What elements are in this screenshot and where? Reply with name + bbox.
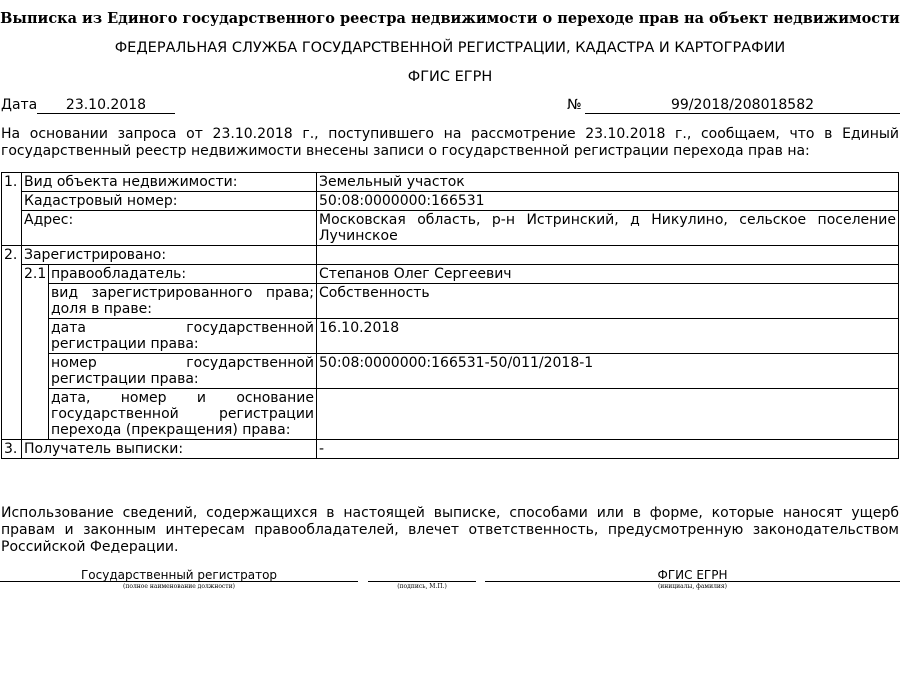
signature-line (368, 581, 476, 582)
number-value: 99/2018/208018582 (585, 97, 900, 114)
table-row (2, 265, 899, 284)
cadastral-number-label: Кадастровый номер: (22, 192, 317, 211)
signature-note: (подпись, М.П.) (397, 583, 447, 590)
liability-warning: Использование сведений, содержащихся в настоящей выписке, способами или в форме, которые наносят ущерб правам и законным интересам правообладателей, влечет ответственность, предусмотренную законодательством Российской Федерации. (1, 505, 899, 555)
system-name: ФГИС ЕГРН (407, 69, 493, 85)
registration-number-label: номер государственной регистрации права: (49, 354, 317, 389)
registration-number-value: 50:08:0000000:166531-50/011/2018-1 (317, 354, 899, 389)
recipient-value: - (317, 440, 899, 459)
object-type-label: Вид объекта недвижимости: (22, 173, 317, 192)
holder-label: правообладатель: (49, 265, 317, 284)
date-label: Дата (1, 97, 38, 113)
table-row (2, 354, 899, 389)
section-number: 1. (2, 173, 22, 246)
document-title: Выписка из Единого государственного реестра недвижимости о переходе прав на объект недвижимости (0, 10, 900, 27)
subsection-number: 2.1 (22, 265, 49, 440)
section-number: 3. (2, 440, 22, 459)
position-note: (полное наименование должности) (123, 583, 235, 590)
right-type-label: вид зарегистрированного права; доля в праве: (49, 284, 317, 319)
position-value: Государственный регистратор (80, 568, 278, 582)
name-value: ФГИС ЕГРН (657, 568, 728, 582)
registry-table (1, 172, 899, 459)
table-row (2, 319, 899, 354)
date-value: 23.10.2018 (37, 97, 175, 114)
number-label: № (567, 97, 582, 113)
name-line (485, 581, 900, 582)
intro-paragraph: На основании запроса от 23.10.2018 г., поступившего на рассмотрение 23.10.2018 г., сообщаем, что в Единый государственный реестр недвижимости внесены записи о государственной регистрации перехода прав на: (1, 126, 899, 159)
table-row (2, 192, 899, 211)
table-row (2, 173, 899, 192)
registration-date-label: дата государственной регистрации права: (49, 319, 317, 354)
registered-value (317, 246, 899, 265)
holder-value: Степанов Олег Сергеевич (317, 265, 899, 284)
address-label: Адрес: (22, 211, 317, 246)
agency-name: ФЕДЕРАЛЬНАЯ СЛУЖБА ГОСУДАРСТВЕННОЙ РЕГИСТРАЦИИ, КАДАСТРА И КАРТОГРАФИИ (114, 40, 786, 56)
table-row (2, 440, 899, 459)
section-number: 2. (2, 246, 22, 440)
position-line (0, 581, 358, 582)
address-value: Московская область, р-н Истринский, д Никулино, сельское поселение Лучинское (317, 211, 899, 246)
transfer-basis-label: дата, номер и основание государственной регистрации перехода (прекращения) права: (49, 389, 317, 440)
table-row (2, 389, 899, 440)
transfer-basis-value (317, 389, 899, 440)
name-note: (инициалы, фамилия) (657, 583, 728, 590)
right-type-value: Собственность (317, 284, 899, 319)
cadastral-number-value: 50:08:0000000:166531 (317, 192, 899, 211)
table-row (2, 246, 899, 265)
object-type-value: Земельный участок (317, 173, 899, 192)
registered-label: Зарегистрировано: (22, 246, 317, 265)
table-row (2, 211, 899, 246)
recipient-label: Получатель выписки: (22, 440, 317, 459)
table-row (2, 284, 899, 319)
registration-date-value: 16.10.2018 (317, 319, 899, 354)
